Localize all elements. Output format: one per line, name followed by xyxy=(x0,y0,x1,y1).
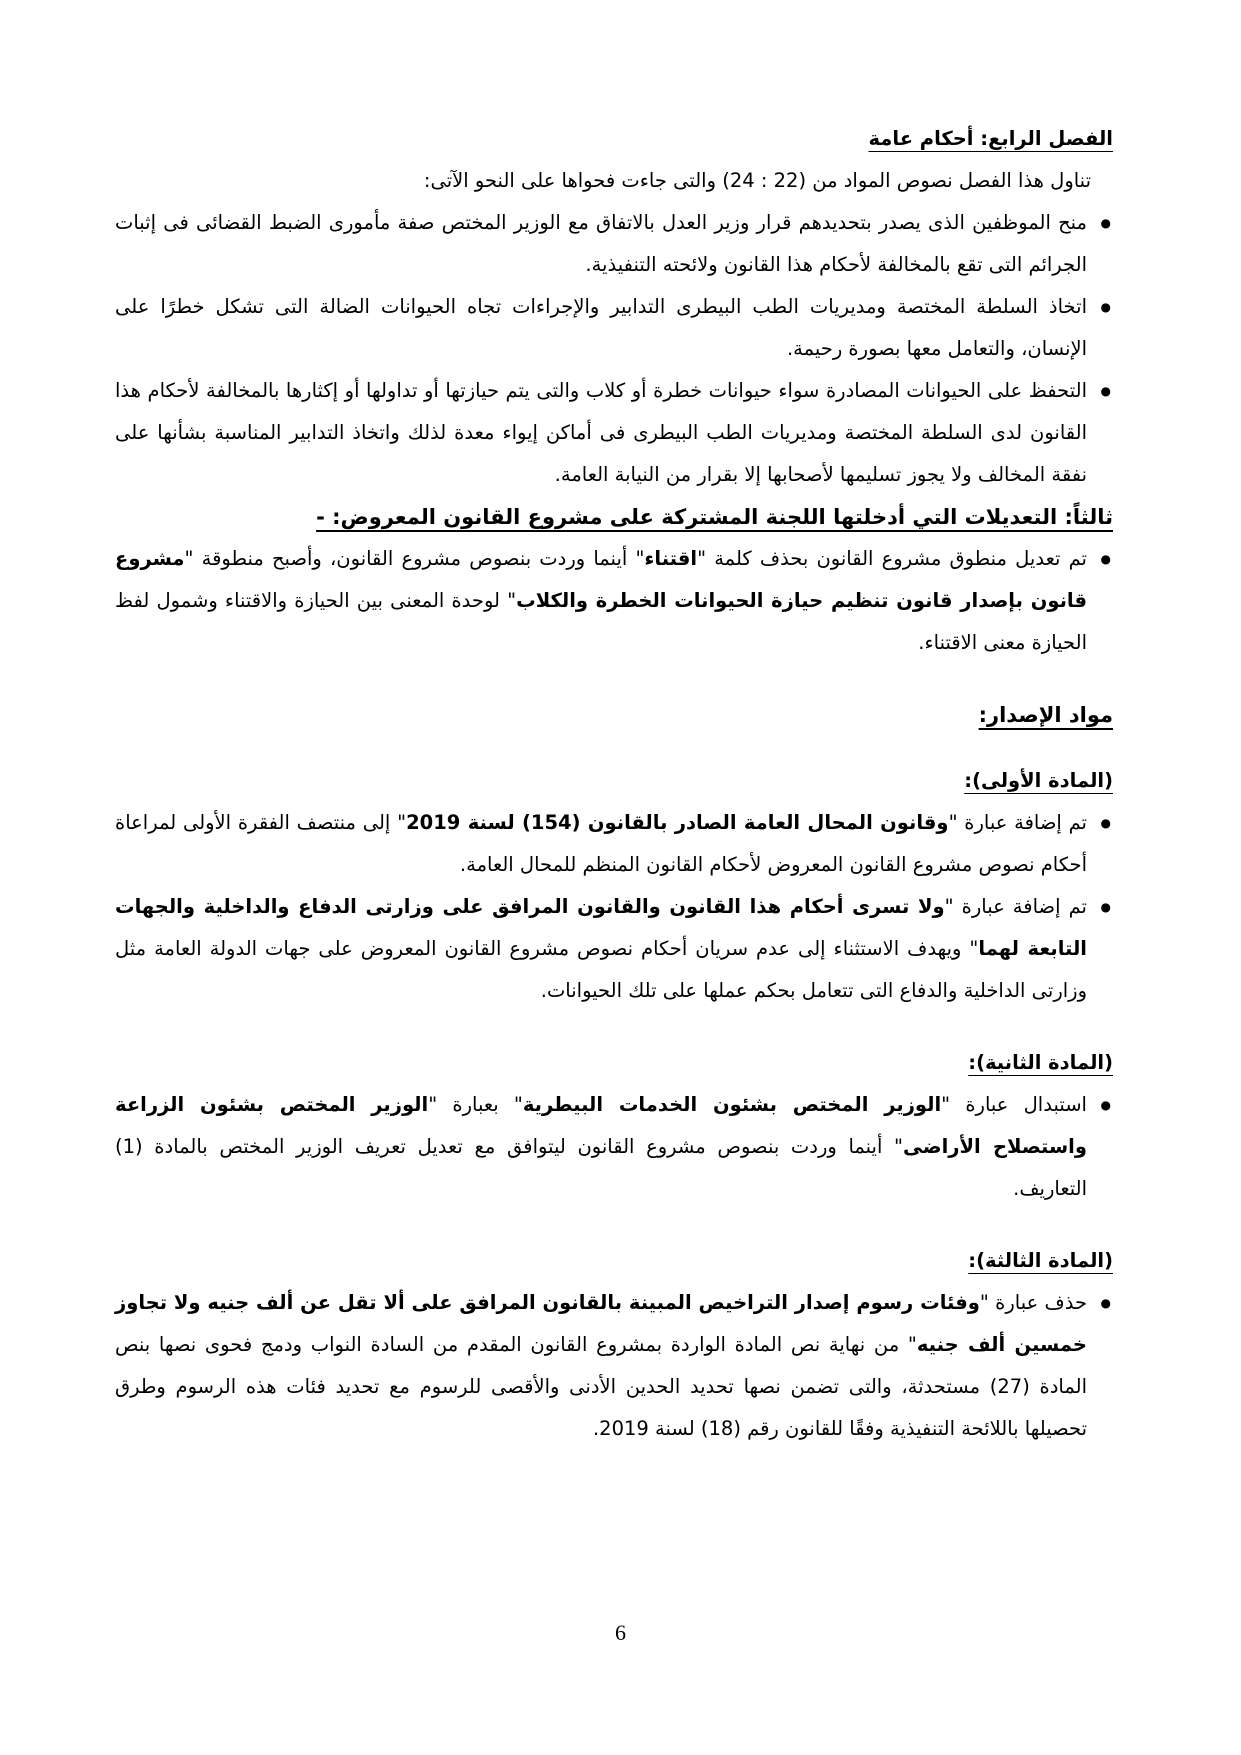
article-1-bullet-list xyxy=(115,802,1113,1012)
document-page xyxy=(115,118,1113,1450)
article-1-heading: (المادة الأولى): xyxy=(964,769,1113,792)
bold-term: الوزير المختص بشئون الخدمات البيطرية xyxy=(522,1093,942,1116)
article-3-bullet-list xyxy=(115,1282,1113,1450)
amendments-bullet-list xyxy=(115,538,1113,664)
bold-term: وفئات رسوم إصدار التراخيص المبينة بالقانون المرافق على ألا تقل عن ألف جنيه ولا تجاوز خمسين ألف جنيه xyxy=(115,1291,1087,1356)
text-run: " أينما وردت بنصوص مشروع القانون ليتوافق مع تعديل تعريف الوزير المختص بالمادة (1) التعاريف. xyxy=(115,1135,1087,1200)
text-run: تم إضافة عبارة " xyxy=(948,811,1087,834)
article-3-heading: (المادة الثالثة): xyxy=(968,1249,1113,1272)
list-item: ● التحفظ على الحيوانات المصادرة سواء حيوانات خطرة أو كلاب والتى يتم حيازتها أو تداولها أو إكثارها بالمخالفة لأحكام هذا القانون لدى السلطة المختصة ومديريات الطب البيطرى فى أماكن إيواء معدة لذلك واتخاذ التدابير المناسبة بشأنها على نفقة المخالف ولا يجوز تسليمها لأصحابها إلا بقرار من النيابة العامة. xyxy=(115,370,1113,496)
bold-term: مشروع قانون بإصدار قانون تنظيم حيازة الحيوانات الخطرة والكلاب xyxy=(115,547,1087,612)
bold-term: اقتناء xyxy=(644,547,698,570)
list-item xyxy=(115,538,1113,664)
text-run: حذف عبارة " xyxy=(979,1291,1087,1314)
text-run: " من نهاية نص المادة الواردة بمشروع القانون المقدم من السادة النواب ودمج فحوى نصها بنص المادة (27) مستحدثة، والتى تضمن نصها تحديد الحدين الأدنى والأقصى للرسوم مع تحديد فئات هذه الرسوم وطرق تحصيلها باللائحة التنفيذية وفقًا للقانون رقم (18) لسنة 2019. xyxy=(115,1333,1088,1440)
text-run: استبدال عبارة " xyxy=(941,1093,1087,1116)
list-item xyxy=(115,802,1113,886)
article-2-heading: (المادة الثانية): xyxy=(968,1051,1113,1074)
bold-term: ولا تسرى أحكام هذا القانون والقانون المرافق على وزارتى الدفاع والداخلية والجهات التابعة لهما xyxy=(115,895,1087,960)
list-item xyxy=(115,886,1113,1012)
article-2-bullet-list xyxy=(115,1084,1113,1210)
issuance-heading: مواد الإصدار: xyxy=(978,703,1113,727)
text-run: تم تعديل منطوق مشروع القانون بحذف كلمة " xyxy=(697,547,1087,570)
chapter-heading: الفصل الرابع: أحكام عامة xyxy=(868,127,1113,150)
list-item: ● منح الموظفين الذى يصدر بتحديدهم قرار وزير العدل بالاتفاق مع الوزير المختص صفة مأمورى الضبط القضائى فى إثبات الجرائم التى تقع بالمخالفة لأحكام هذا القانون ولائحته التنفيذية. xyxy=(115,202,1113,286)
bold-term: وقانون المحال العامة الصادر بالقانون (154) لسنة 2019 xyxy=(406,811,949,834)
chapter-intro: تناول هذا الفصل نصوص المواد من (22 : 24) والتى جاءت فحواها على النحو الآتى: xyxy=(423,169,1091,192)
list-item: ● اتخاذ السلطة المختصة ومديريات الطب البيطرى التدابير والإجراءات تجاه الحيوانات الضالة التى تشكل خطرًا على الإنسان، والتعامل معها بصورة رحيمة. xyxy=(115,286,1113,370)
text-run: تم إضافة عبارة " xyxy=(944,895,1087,918)
list-item xyxy=(115,1282,1113,1450)
list-item xyxy=(115,1084,1113,1210)
chapter-bullet-list xyxy=(115,202,1113,496)
text-run: " أينما وردت بنصوص مشروع القانون، وأصبح منطوقة " xyxy=(184,547,645,570)
amendments-heading: ثالثاً: التعديلات التي أدخلتها اللجنة المشتركة على مشروع القانون المعروض: - xyxy=(316,505,1113,529)
text-run: " لوحدة المعنى بين الحيازة والاقتناء وشمول لفظ الحيازة معنى الاقتناء. xyxy=(115,589,1087,654)
page-number: 6 xyxy=(615,1620,626,1645)
text-run: " إلى منتصف الفقرة الأولى لمراعاة أحكام نصوص مشروع القانون المعروض لأحكام القانون المنظم للمحال العامة. xyxy=(115,811,1087,876)
text-run: " بعبارة " xyxy=(428,1093,523,1116)
bold-term: الوزير المختص بشئون الزراعة واستصلاح الأراضى xyxy=(115,1093,1087,1158)
text-run: " ويهدف الاستثناء إلى عدم سريان أحكام نصوص مشروع القانون المعروض على جهات الدولة العامة مثل وزارتى الداخلية والدفاع التى تتعامل بحكم عملها على تلك الحيوانات. xyxy=(115,937,1087,1002)
